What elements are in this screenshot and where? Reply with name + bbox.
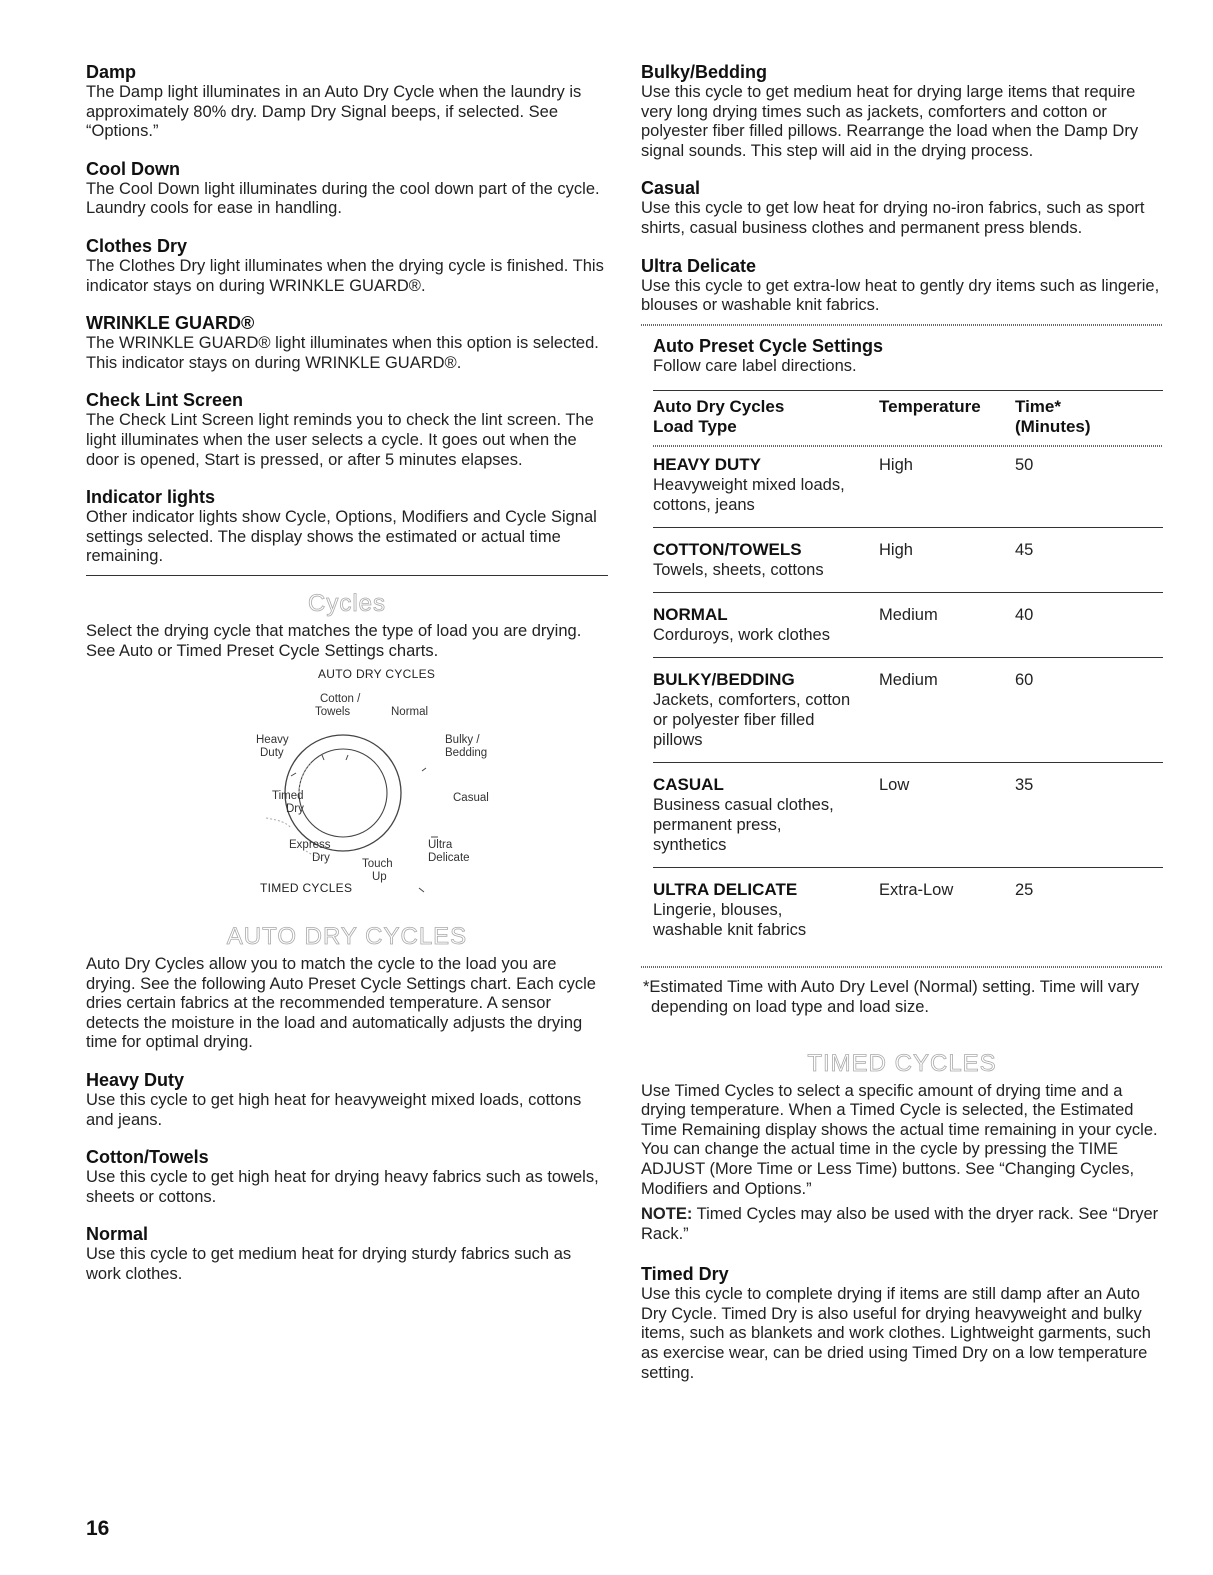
cycle-name: BULKY/BEDDING [653,670,795,690]
section-body: The Cool Down light illuminates during the cool down part of the cycle. Laundry cools for ease in handling. [86,179,600,218]
settings-rows [653,447,1163,952]
time-value: 60 [1015,671,1034,690]
timed-dry-section [641,1264,1163,1383]
normal-label: Normal [391,706,429,719]
col-time-header: Time* [1015,397,1061,417]
ultra-label: Ultra [428,839,453,852]
section-heading: Bulky/Bedding [641,62,768,82]
temperature-value: Extra-Low [879,881,954,900]
cycles-intro: Select the drying cycle that matches the type of load you are drying. See Auto or Timed Preset Cycle Settings charts. [86,621,582,660]
load-type: Towels, sheets, cottons [653,561,824,580]
col-minutes-header: (Minutes) [1015,417,1091,437]
table-row [653,527,1163,592]
col-loadtype-header: Load Type [653,417,737,437]
cycle-name: ULTRA DELICATE [653,880,798,900]
chart-footnote: *Estimated Time with Auto Dry Level (Normal) setting. Time will vary depending on load type and load size. [643,978,1140,1016]
section-body: The Clothes Dry light illuminates when the drying cycle is finished. This indicator stays on during WRINKLE GUARD®. [86,256,604,295]
section-body: Use this cycle to get high heat for drying heavy fabrics such as towels, sheets or cottons. [86,1168,599,1206]
time-value: 40 [1015,606,1034,625]
touch-label: Touch [362,858,393,871]
timed-cycles-caption: TIMED CYCLES [260,881,353,896]
table-row [653,592,1163,657]
section-body: Use this cycle to get medium heat for drying sturdy fabrics such as work clothes. [86,1245,572,1284]
cycle-name: CASUAL [653,775,724,795]
col-cycles-header: Auto Dry Cycles [653,397,785,417]
cycle-selector-diagram [86,663,608,903]
auto-dry-intro: Auto Dry Cycles allow you to match the cycle to the load you are drying. See the following Auto Preset Cycle Settings chart. Each cycle dries certain fabrics at the recommended temperature. A sensor detects the moisture in the load and automatically adjusts the drying time for optimal drying. [86,955,596,1052]
timed-cycles-title: TIMED CYCLES [807,1049,997,1077]
section-body: Use this cycle to complete drying if items are still damp after an Auto Dry Cycle. Timed Dry is also useful for drying heavyweight and bulky items, such as blankets and work clothes. Lightweight garments, such as exercise wear, can be dried using Timed Dry on a low temperature setting. [641,1285,1151,1382]
cotton-towels-section [86,1147,608,1207]
load-type: Heavyweight mixed loads, cottons, jeans [653,476,845,515]
express-label: Express [289,839,331,852]
bedding-label: Bedding [445,747,488,760]
load-type: Business casual clothes, permanent press, synthetics [653,796,834,855]
time-value: 45 [1015,541,1034,560]
chart-subtitle: Follow care label directions. [653,356,857,375]
section-body: Use this cycle to get medium heat for drying large items that require very long drying times such as jackets, comforters and cotton or polyester fiber filled pillows. Rearrange the load when the Damp Dry signal sounds. This step will aid in the drying process. [641,83,1139,160]
temperature-value: High [879,541,913,560]
damp-section [86,62,608,142]
towels-label: Towels [315,706,351,719]
note-paragraph [641,1205,1163,1244]
table-header-row [653,397,1173,437]
table-row [653,657,1163,762]
table-row [653,867,1163,952]
page-number: 16 [86,1517,110,1540]
clothes-dry-section [86,236,608,296]
bulky-bedding-section [641,62,1163,161]
section-heading: Timed Dry [641,1264,729,1285]
temperature-value: Medium [879,606,938,625]
casual-section [641,178,1163,238]
section-heading: Damp [86,62,137,82]
cycle-name: COTTON/TOWELS [653,540,802,560]
section-heading: Indicator lights [86,487,216,508]
cycle-name: NORMAL [653,605,728,625]
wrinkle-guard-section [86,313,608,373]
section-divider [86,575,608,576]
section-heading: Heavy Duty [86,1070,185,1091]
section-body: Other indicator lights show Cycle, Options, Modifiers and Cycle Signal settings selected. The display shows the estimated or actual time remaining. [86,508,597,566]
left-column [86,62,608,1302]
normal-section [86,1224,608,1284]
cycles-title: Cycles [307,589,386,617]
section-heading: Normal [86,1224,149,1245]
auto-dry-cycles-caption: AUTO DRY CYCLES [318,667,436,682]
express-dry-label: Dry [312,852,330,865]
ultra-delicate-section [641,256,1163,316]
section-body: The Damp light illuminates in an Auto Dry Cycle when the laundry is approximately 80% dry. Damp Dry Signal beeps, if selected. See “Options.” [86,83,582,141]
right-column [641,62,1163,1383]
auto-preset-chart [641,336,1163,377]
note-text: Timed Cycles may also be used with the dryer rack. See “Dryer Rack.” [641,1205,1159,1243]
section-heading: Check Lint Screen [86,390,244,411]
load-type: Jackets, comforters, cotton or polyester fiber filled pillows [653,691,851,750]
table-row [653,762,1163,867]
chart-header-rule [653,390,1163,391]
temperature-value: Low [879,776,910,795]
section-body: Use this cycle to get high heat for heavyweight mixed loads, cottons and jeans. [86,1091,582,1129]
chart-bottom-divider [641,966,1163,968]
note-label: NOTE: [641,1205,693,1224]
section-heading: Cool Down [86,158,180,179]
section-body: The Check Lint Screen light reminds you to check the lint screen. The light illuminates when the user selects a cycle. It goes out when the door is opened, Start is pressed, or after 5 minutes elapses. [86,411,594,469]
load-type: Corduroys, work clothes [653,626,830,645]
chart-top-divider [641,324,1163,326]
section-heading: WRINKLE GUARD® [86,313,255,334]
auto-dry-cycles-title: AUTO DRY CYCLES [226,923,468,951]
time-value: 50 [1015,456,1034,475]
section-body: The WRINKLE GUARD® light illuminates when this option is selected. This indicator stays on during WRINKLE GUARD®. [86,334,599,372]
cycle-name: HEAVY DUTY [653,455,762,475]
timed-intro: Use Timed Cycles to select a specific amount of drying time and a drying temperature. When a Timed Cycle is selected, the Estimated Time Remaining display shows the actual time remaining in your cycle. You can change the actual time in the cycle by pressing the TIME ADJUST (More Time or Less Time) buttons. See “Changing Cycles, Modifiers and Options.” [641,1081,1158,1198]
temperature-value: High [879,456,913,475]
heavy-label: Heavy [256,734,289,747]
table-row [653,447,1163,527]
settings-table [653,397,1173,437]
indicator-lights-section [86,487,608,567]
chart-title: Auto Preset Cycle Settings [653,335,884,356]
timed-dry-label: Timed [272,790,304,803]
section-heading: Cotton/Towels [86,1147,209,1168]
timed-dry-label-line2: Dry [286,803,304,816]
up-label: Up [372,871,387,884]
casual-label: Casual [453,792,489,805]
section-body: Use this cycle to get low heat for drying no-iron fabrics, such as sport shirts, casual business clothes and permanent press blends. [641,199,1145,237]
load-type: Lingerie, blouses, washable knit fabrics [653,901,807,940]
check-lint-screen-section [86,390,608,470]
section-heading: Casual [641,178,701,199]
section-body: Use this cycle to get extra-low heat to gently dry items such as lingerie, blouses or washable knit fabrics. [641,276,1160,315]
heavy-duty-section [86,1070,608,1130]
section-heading: Ultra Delicate [641,255,757,276]
time-value: 25 [1015,881,1034,900]
bulky-label: Bulky / [445,734,480,747]
time-value: 35 [1015,776,1034,795]
cotton-label: Cotton / [320,693,361,706]
duty-label: Duty [260,747,284,760]
delicate-label: Delicate [428,852,470,865]
cool-down-section [86,159,608,219]
col-temperature-header: Temperature [879,397,981,417]
temperature-value: Medium [879,671,938,690]
section-heading: Clothes Dry [86,235,188,256]
